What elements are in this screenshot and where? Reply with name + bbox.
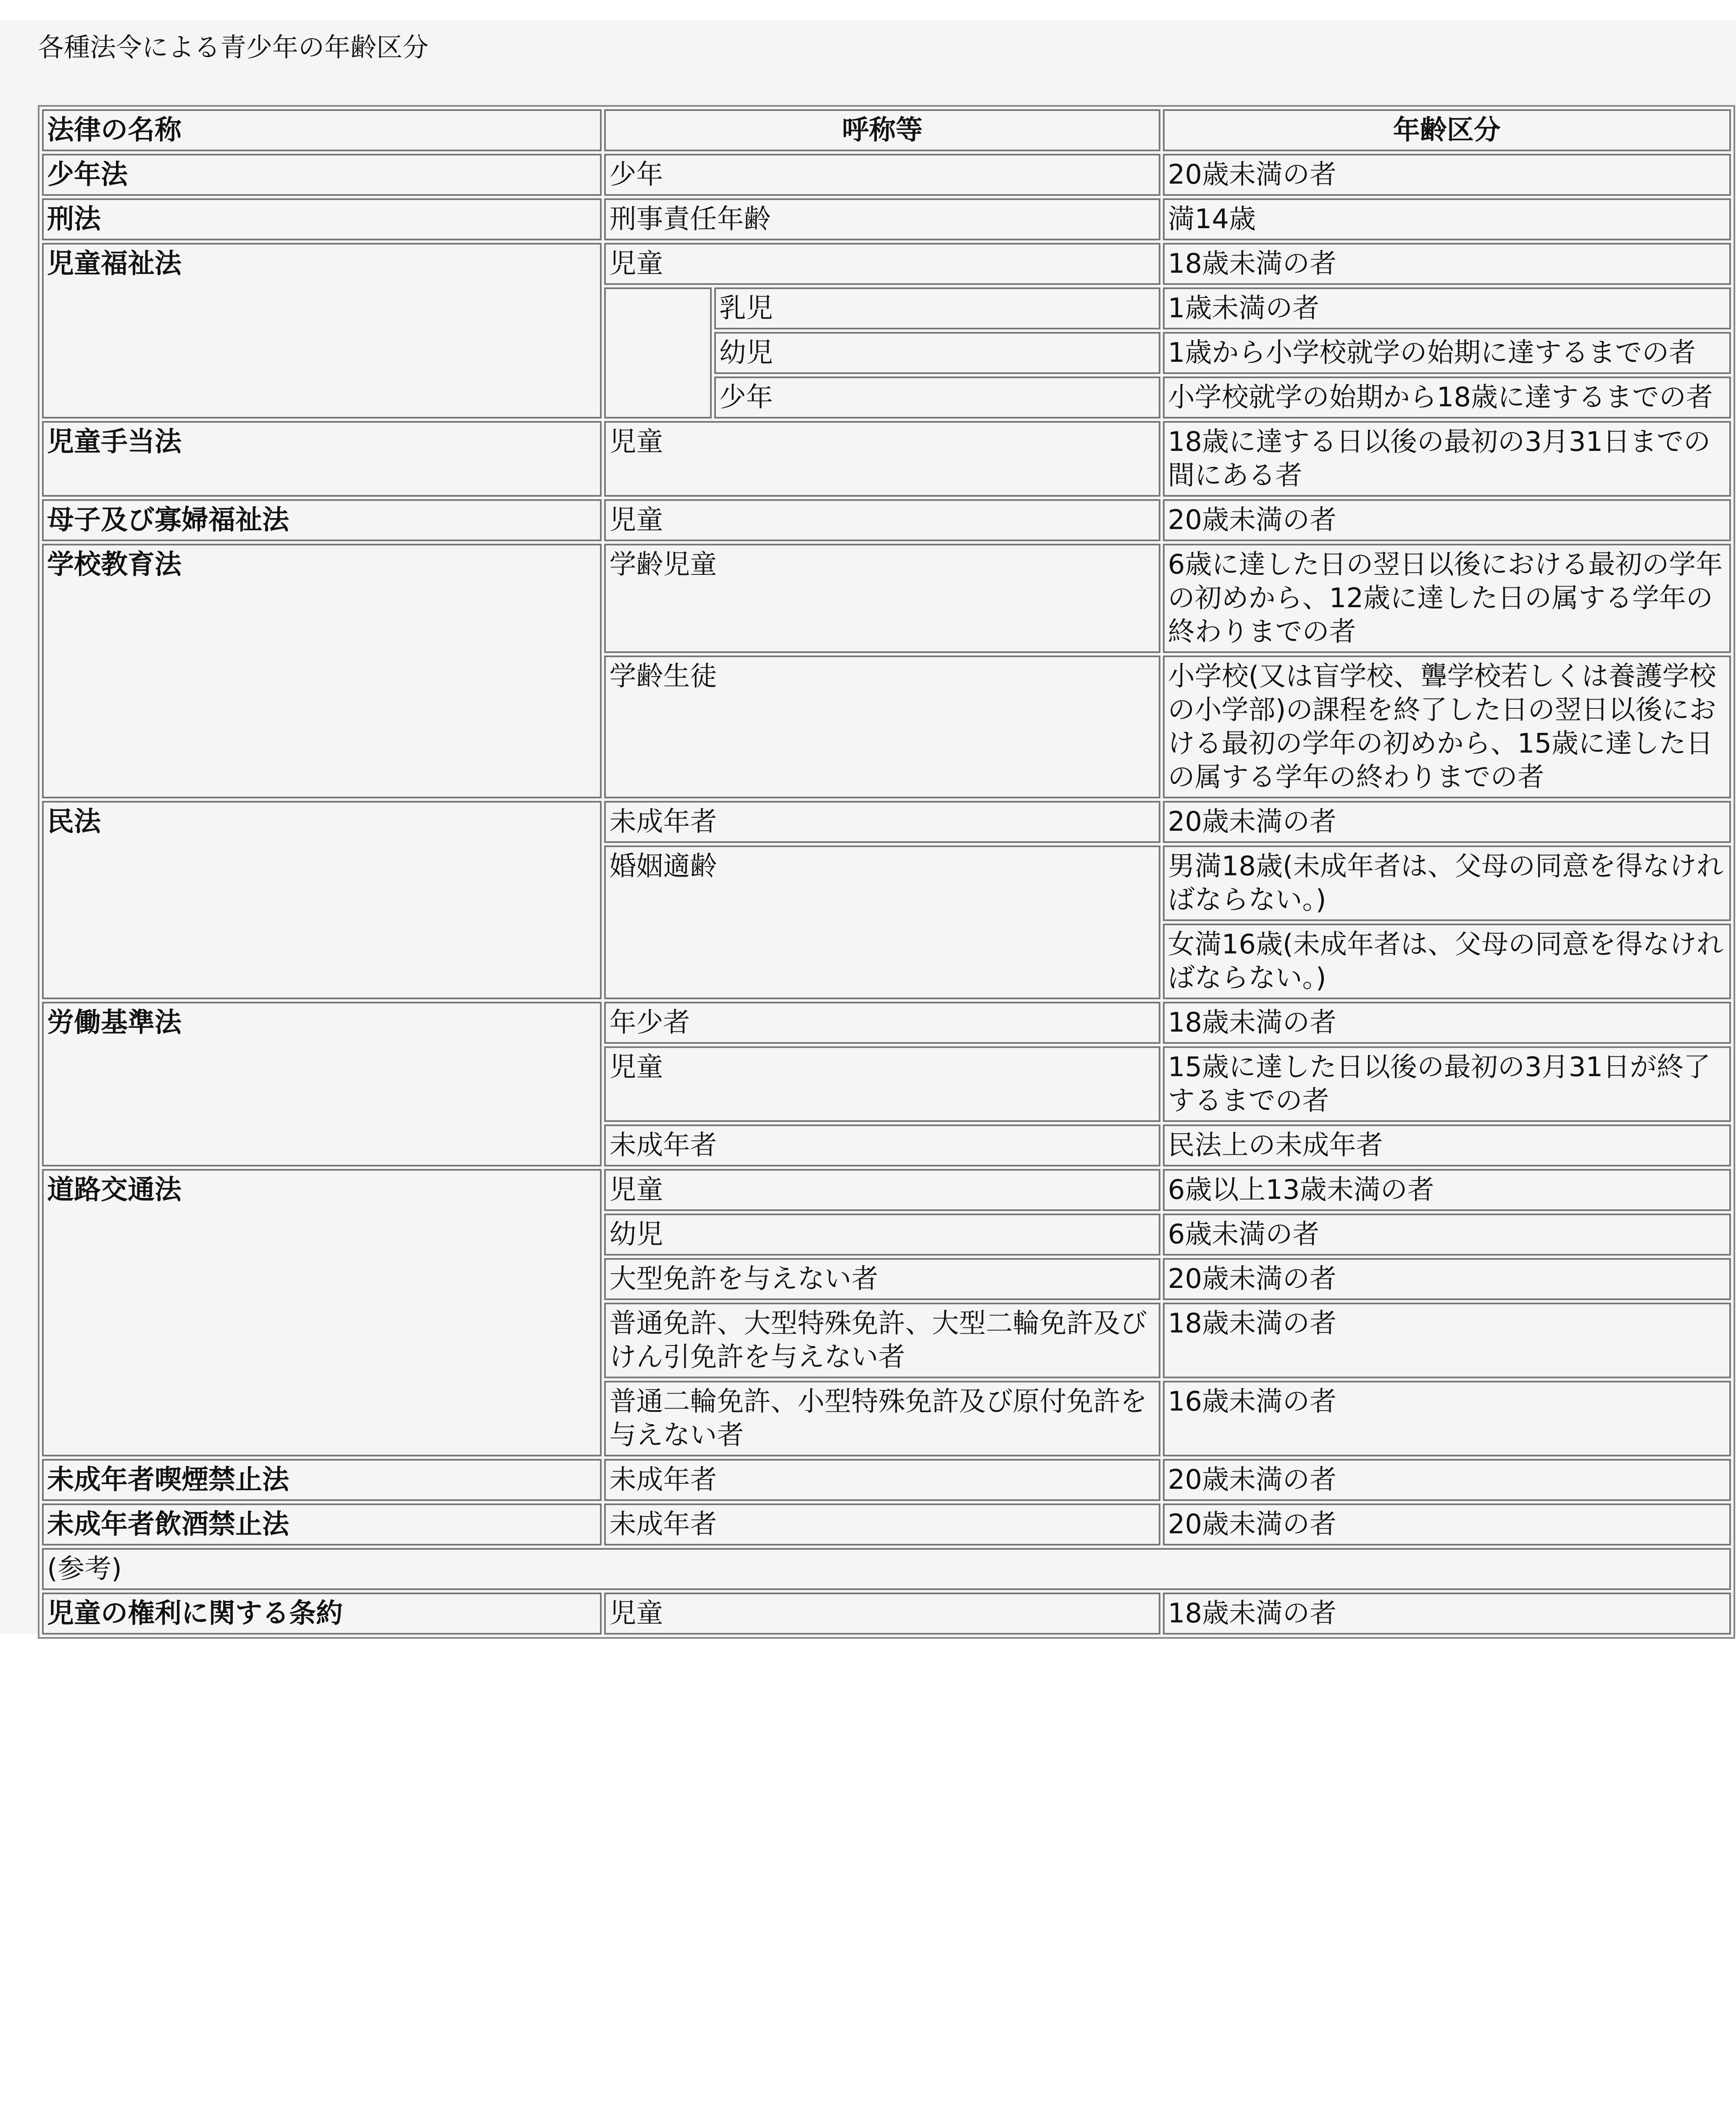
age-cell: 18歳未満の者 — [1163, 1593, 1731, 1635]
term-cell: 児童 — [604, 1593, 1160, 1635]
table-row — [42, 421, 1731, 497]
table-row — [42, 801, 1731, 843]
term-cell: 大型免許を与えない者 — [604, 1258, 1160, 1300]
term-cell: 婚姻適齢 — [604, 845, 1160, 999]
sub-term-cell: 少年 — [714, 376, 1160, 419]
age-classification-table-wrapper — [38, 105, 1735, 1639]
sub-term-cell: 乳児 — [714, 287, 1160, 329]
table-row — [42, 1593, 1731, 1635]
age-cell: 小学校(又は盲学校、聾学校若しくは養護学校の小学部)の課程を終了した日の翌日以後における最初の学年の初めから、15歳に達した日の属する学年の終わりまでの者 — [1163, 656, 1731, 798]
header-age: 年齢区分 — [1163, 109, 1731, 151]
term-cell: 年少者 — [604, 1002, 1160, 1044]
age-cell: 男満18歳(未成年者は、父母の同意を得なければならない。) — [1163, 845, 1731, 921]
term-cell: 児童 — [604, 243, 1160, 285]
table-row — [42, 198, 1731, 240]
table-row — [42, 544, 1731, 653]
law-name-cell: 刑法 — [42, 198, 602, 240]
age-cell: 女満16歳(未成年者は、父母の同意を得なければならない。) — [1163, 924, 1731, 999]
age-cell: 18歳未満の者 — [1163, 243, 1731, 285]
term-cell: 未成年者 — [604, 1503, 1160, 1545]
term-cell: 普通免許、大型特殊免許、大型二輪免許及びけん引免許を与えない者 — [604, 1303, 1160, 1378]
age-cell: 20歳未満の者 — [1163, 1459, 1731, 1501]
age-cell: 20歳未満の者 — [1163, 154, 1731, 196]
term-cell: 刑事責任年齢 — [604, 198, 1160, 240]
term-cell: 幼児 — [604, 1214, 1160, 1256]
term-cell: 児童 — [604, 421, 1160, 497]
term-cell: 学齢児童 — [604, 544, 1160, 653]
law-name-cell: 学校教育法 — [42, 544, 602, 798]
law-name-cell: 児童福祉法 — [42, 243, 602, 419]
age-cell: 18歳未満の者 — [1163, 1303, 1731, 1378]
table-row — [42, 1002, 1731, 1044]
age-cell: 20歳未満の者 — [1163, 1258, 1731, 1300]
term-cell: 学齢生徒 — [604, 656, 1160, 798]
law-name-cell: 未成年者喫煙禁止法 — [42, 1459, 602, 1501]
age-cell: 18歳未満の者 — [1163, 1002, 1731, 1044]
table-row — [42, 243, 1731, 285]
table-row — [42, 1503, 1731, 1545]
age-cell: 20歳未満の者 — [1163, 801, 1731, 843]
law-name-cell: 少年法 — [42, 154, 602, 196]
table-row — [42, 499, 1731, 541]
header-term: 呼称等 — [604, 109, 1160, 151]
law-name-cell: 母子及び寡婦福祉法 — [42, 499, 602, 541]
term-cell: 未成年者 — [604, 801, 1160, 843]
law-name-cell: 未成年者飲酒禁止法 — [42, 1503, 602, 1545]
age-cell: 18歳に達する日以後の最初の3月31日までの間にある者 — [1163, 421, 1731, 497]
age-cell: 16歳未満の者 — [1163, 1381, 1731, 1456]
age-classification-table — [38, 105, 1735, 1639]
age-cell: 民法上の未成年者 — [1163, 1124, 1731, 1166]
header-law-name: 法律の名称 — [42, 109, 602, 151]
age-cell: 15歳に達した日以後の最初の3月31日が終了するまでの者 — [1163, 1046, 1731, 1122]
reference-label-cell: (参考) — [42, 1548, 1731, 1590]
law-name-cell: 児童手当法 — [42, 421, 602, 497]
law-name-cell: 労働基準法 — [42, 1002, 602, 1166]
term-cell: 未成年者 — [604, 1124, 1160, 1166]
age-cell: 6歳未満の者 — [1163, 1214, 1731, 1256]
law-name-cell: 児童の権利に関する条約 — [42, 1593, 602, 1635]
age-cell: 20歳未満の者 — [1163, 1503, 1731, 1545]
age-cell: 満14歳 — [1163, 198, 1731, 240]
law-name-cell: 道路交通法 — [42, 1169, 602, 1456]
table-row — [42, 154, 1731, 196]
term-cell: 少年 — [604, 154, 1160, 196]
term-cell: 普通二輪免許、小型特殊免許及び原付免許を与えない者 — [604, 1381, 1160, 1456]
age-cell: 1歳未満の者 — [1163, 287, 1731, 329]
table-header-row — [42, 109, 1731, 151]
age-cell: 6歳に達した日の翌日以後における最初の学年の初めから、12歳に達した日の属する学年の終わりまでの者 — [1163, 544, 1731, 653]
term-cell: 児童 — [604, 1046, 1160, 1122]
law-name-cell: 民法 — [42, 801, 602, 999]
sub-term-cell: 幼児 — [714, 332, 1160, 374]
age-cell: 1歳から小学校就学の始期に達するまでの者 — [1163, 332, 1731, 374]
indent-spacer-cell — [604, 287, 711, 419]
term-cell: 未成年者 — [604, 1459, 1160, 1501]
page-title: 各種法令による青少年の年齢区分 — [38, 32, 429, 63]
age-cell: 小学校就学の始期から18歳に達するまでの者 — [1163, 376, 1731, 419]
term-cell: 児童 — [604, 499, 1160, 541]
term-cell: 児童 — [604, 1169, 1160, 1211]
table-row — [42, 1459, 1731, 1501]
table-row — [42, 1548, 1731, 1590]
age-cell: 20歳未満の者 — [1163, 499, 1731, 541]
age-cell: 6歳以上13歳未満の者 — [1163, 1169, 1731, 1211]
table-row — [42, 1169, 1731, 1211]
